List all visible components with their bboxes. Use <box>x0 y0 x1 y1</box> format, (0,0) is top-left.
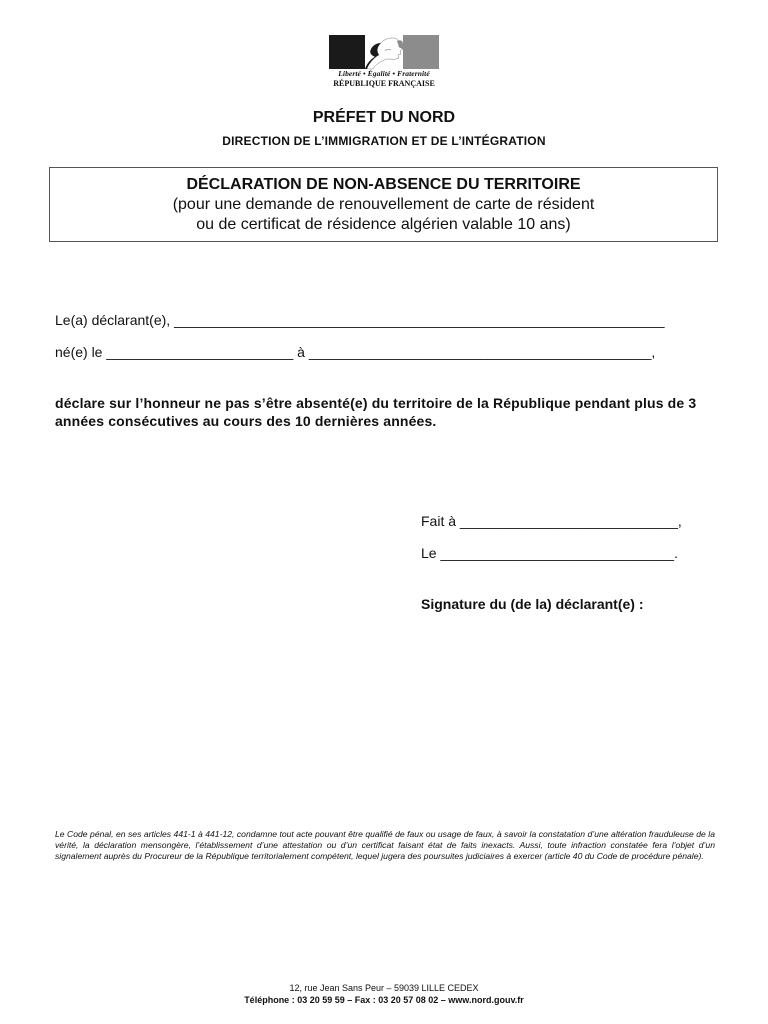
logo-motto: Liberté • Égalité • Fraternité <box>338 69 430 78</box>
document-title: DÉCLARATION DE NON-ABSENCE DU TERRITOIRE <box>186 176 581 193</box>
footer-address: 12, rue Jean Sans Peur – 59039 LILLE CEDEX <box>289 983 479 993</box>
birth-place-label: à <box>293 344 309 360</box>
signed-at-comma: , <box>677 513 682 529</box>
legal-notice: Le Code pénal, en ses articles 441-1 à 441-12, condamne tout acte pouvant être qualifié de faux ou usage de faux, à savoir la constatation d’une altération frauduleuse de la vérité, la déclaration mensongère, l’établissement d’une attestation ou d’un certificat faisant état de faits inexacts. Aussi, toute infraction constatée fera l’objet d’un signalement auprès du Procureur de la République territorialement compétent, lequel jugera des poursuites judiciaires à exercer (article 40 du Code de procédure pénale). <box>55 829 715 861</box>
footer-contact: Téléphone : 03 20 59 59 – Fax : 03 20 57 08 02 – www.nord.gouv.fr <box>244 995 524 1005</box>
direction-subheading: DIRECTION DE L’IMMIGRATION ET DE L’INTÉGRATION <box>222 134 546 148</box>
birth-date-field[interactable]: ________________________ <box>106 344 294 360</box>
sworn-statement: déclare sur l’honneur ne pas s’être absenté(e) du territoire de la République pendant plus de 3 années consécutives au cours des 10 dernières années. <box>55 395 697 429</box>
document-subtitle-line-2: ou de certificat de résidence algérien valable 10 ans) <box>196 216 571 233</box>
declarant-name-field[interactable]: _______________________________________________________________ <box>174 312 665 328</box>
signature-label: Signature du (de la) déclarant(e) : <box>421 596 644 612</box>
birth-date-label: né(e) le <box>55 344 107 360</box>
declarant-line <box>55 312 665 328</box>
prefet-heading: PRÉFET DU NORD <box>312 109 456 126</box>
document-subtitle-line-1: (pour une demande de renouvellement de carte de résident <box>172 196 595 213</box>
birth-line-comma: , <box>651 344 656 360</box>
declarant-label: Le(a) déclarant(e), <box>55 312 175 328</box>
signed-date-field[interactable]: ______________________________ <box>440 545 675 561</box>
republique-francaise-logo <box>329 35 439 93</box>
signed-at-label: Fait à <box>421 513 460 529</box>
signed-date-label: Le <box>421 545 441 561</box>
logo-republic-label: RÉPUBLIQUE FRANÇAISE <box>333 79 435 88</box>
birth-line <box>55 344 655 360</box>
signed-date-period: . <box>674 545 678 561</box>
marianne-logo-icon <box>329 35 439 69</box>
birth-place-field[interactable]: ____________________________________________ <box>308 344 652 360</box>
signed-at-line <box>421 513 682 529</box>
document-title-box <box>49 167 718 242</box>
signed-at-field[interactable]: ____________________________ <box>459 513 678 529</box>
signed-date-line <box>421 545 678 561</box>
